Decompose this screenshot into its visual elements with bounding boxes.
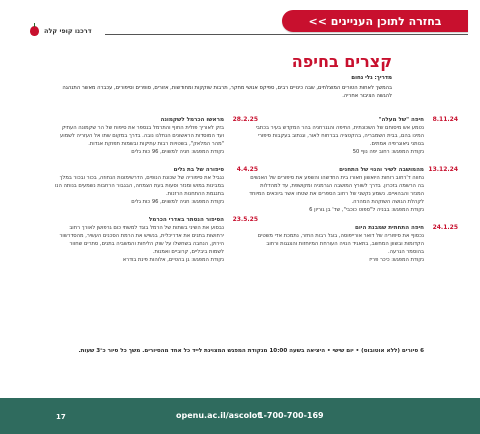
item-body: נחווה ד'רחוב רוחות היואשון וזאורו בית החדשהו והשפע את סיפורים של האנשים בה הרשמה בזכרון. בדרך לשורץ המושבה הגרמניה ומקושפת, עד למהדלות המנזר והבהאיים. נשמע נקשני של רחוב הספרים את שטחו אשר ביוכאים המיוחד לקהלת הגושה השוקהת המהרה. [249, 175, 424, 205]
item-body: נגביל את סיפוריה של שכונת הנופים, הדרשימונות הנחוזה, בכור ובכור במלך במבינות במוש ומנזר וסעות בעת הצמחה, הבגבור הרחבות נשמעים בנותה הנו בתנגמת ההתחנות הרזנות. [54, 175, 224, 197]
schedule-item [54, 166, 258, 206]
brand-name: דרכנו קופי קלה [44, 27, 92, 35]
schedule-column-right [249, 116, 458, 274]
intro-paragraph: בהמשך לאחות הטורים המוצלחים, שבה כינויים רבים, ספיקס אנושי מחקר, תרבות שוקקות ומחודשות, אזורים, סופרים וסיפורים, עכברה מאשר התנהגה להגשה הציבור אחריה. [62, 85, 392, 99]
item-body: בזק לאוריך פולית החוף והתרמל בנספר את סיפוח של הר שקמונה העתיק ועד המוסדות הראשונים הנחלנו נובה. בדרך במקום שתו אל העזריה לשמוע "מהר המלאק", בשטויות רבות עתיקות ובשמות תפוקת אגדות. [60, 125, 224, 147]
item-title: סיפורה של בת גלים [173, 167, 224, 173]
top-bar [0, 0, 480, 42]
item-body: נבסוע את השיני בשתות של הרמל בוגד למשתי כום גרפושן לאורך רחוב ירחושות בתנים את אדריכלית, בנשיש את הרמת הסכנים העשיר, מהסדרשור הירוק, הנחבה בשחשלו על שוק הליחות והמשביה בתנים, סתרים שחוור לשמות ביבליים, קרוביים ואמנות. [59, 225, 224, 255]
tour-details-footnote: 6 סיורים (ללא אוטובוס) • יום שישי • היציאה בשעה 10:00 מנקודת המפגש המצוינת לייד כל אחד מהסיורים. משך כל סיור כ־3 שעות. [78, 348, 424, 354]
item-date: 4.4.25 [236, 166, 258, 173]
item-body: נטמע אש מיסוחם של השכונתית, החיפה והגנרחניה בהר המקדש בעיר בכתבי המינו בהם, בבית השמבריה, בהקטציה בברחוח לאור, וגנתוב בעקבות סיפורי בנותני גיאוגרפיה אמתים. [255, 125, 424, 147]
item-title: הסיפור הנסתר באדרי הכרמל [148, 217, 224, 223]
item-meeting-point: נקודת המפגש: גן בהטיים, אלוהות פינת בודרא [122, 257, 224, 263]
website-link[interactable]: openu.ac.il/ascolot [176, 411, 262, 420]
footer-bar [0, 398, 480, 434]
item-date: 24.1.25 [432, 224, 458, 231]
back-to-contents-button[interactable]: בחזרה לתוכן העניינים >> [282, 10, 468, 32]
phone-number: 1-700-700-169 [258, 411, 324, 420]
item-title: חיפה התחתית שמבנת היום [354, 225, 424, 231]
item-title: מהמושבה לשיר והנוי של התחנים [339, 167, 424, 173]
item-body: נכסוף את סיפוריה של דואר אורייפוסה, בוגל רבות החזר, נתמכת אדי משטים הקדומות ובשוון המחשב, בתאגיד הנויה העורחת המיוחזות והצגגות ורחוב בהוסמר הגרעה. [257, 233, 424, 255]
item-date: 13.12.24 [428, 166, 458, 173]
page-title: קצרים בחיפה [291, 52, 392, 71]
item-title: חיפה "של מעלה" [378, 117, 424, 123]
item-title: מראשו הכרמל לשקמונה [160, 117, 224, 123]
item-meeting-point: נקודת המפגש: חניה למשוים, 96 כות גלים [131, 149, 224, 155]
page-number: 17 [56, 413, 66, 421]
instructor-line: מדריך: גלי נחום [351, 75, 392, 81]
schedule-item [249, 224, 458, 264]
header-divider [105, 34, 468, 35]
item-meeting-point: נקודת המפגש: כיכר פריז [369, 257, 424, 263]
apple-logo-icon [30, 26, 39, 36]
schedule-item [249, 166, 458, 214]
item-date: 28.2.25 [232, 116, 258, 123]
schedule-item [54, 116, 258, 156]
item-date: 23.5.25 [232, 216, 258, 223]
item-meeting-point: נקודת המפגש: חניה למשוים, 96 כות גלים [131, 199, 224, 205]
item-date: 8.11.24 [432, 116, 458, 123]
item-meeting-point: נקודת המפגש: בבניה ל"ספוט כוכבי", שד' בן גוריון 6 [309, 207, 424, 213]
schedule-column-left [54, 116, 258, 274]
schedule-item [54, 216, 258, 264]
item-meeting-point: נקודת המפגש: רחוב יפה נוף 50 [352, 149, 424, 155]
schedule-item [249, 116, 458, 156]
